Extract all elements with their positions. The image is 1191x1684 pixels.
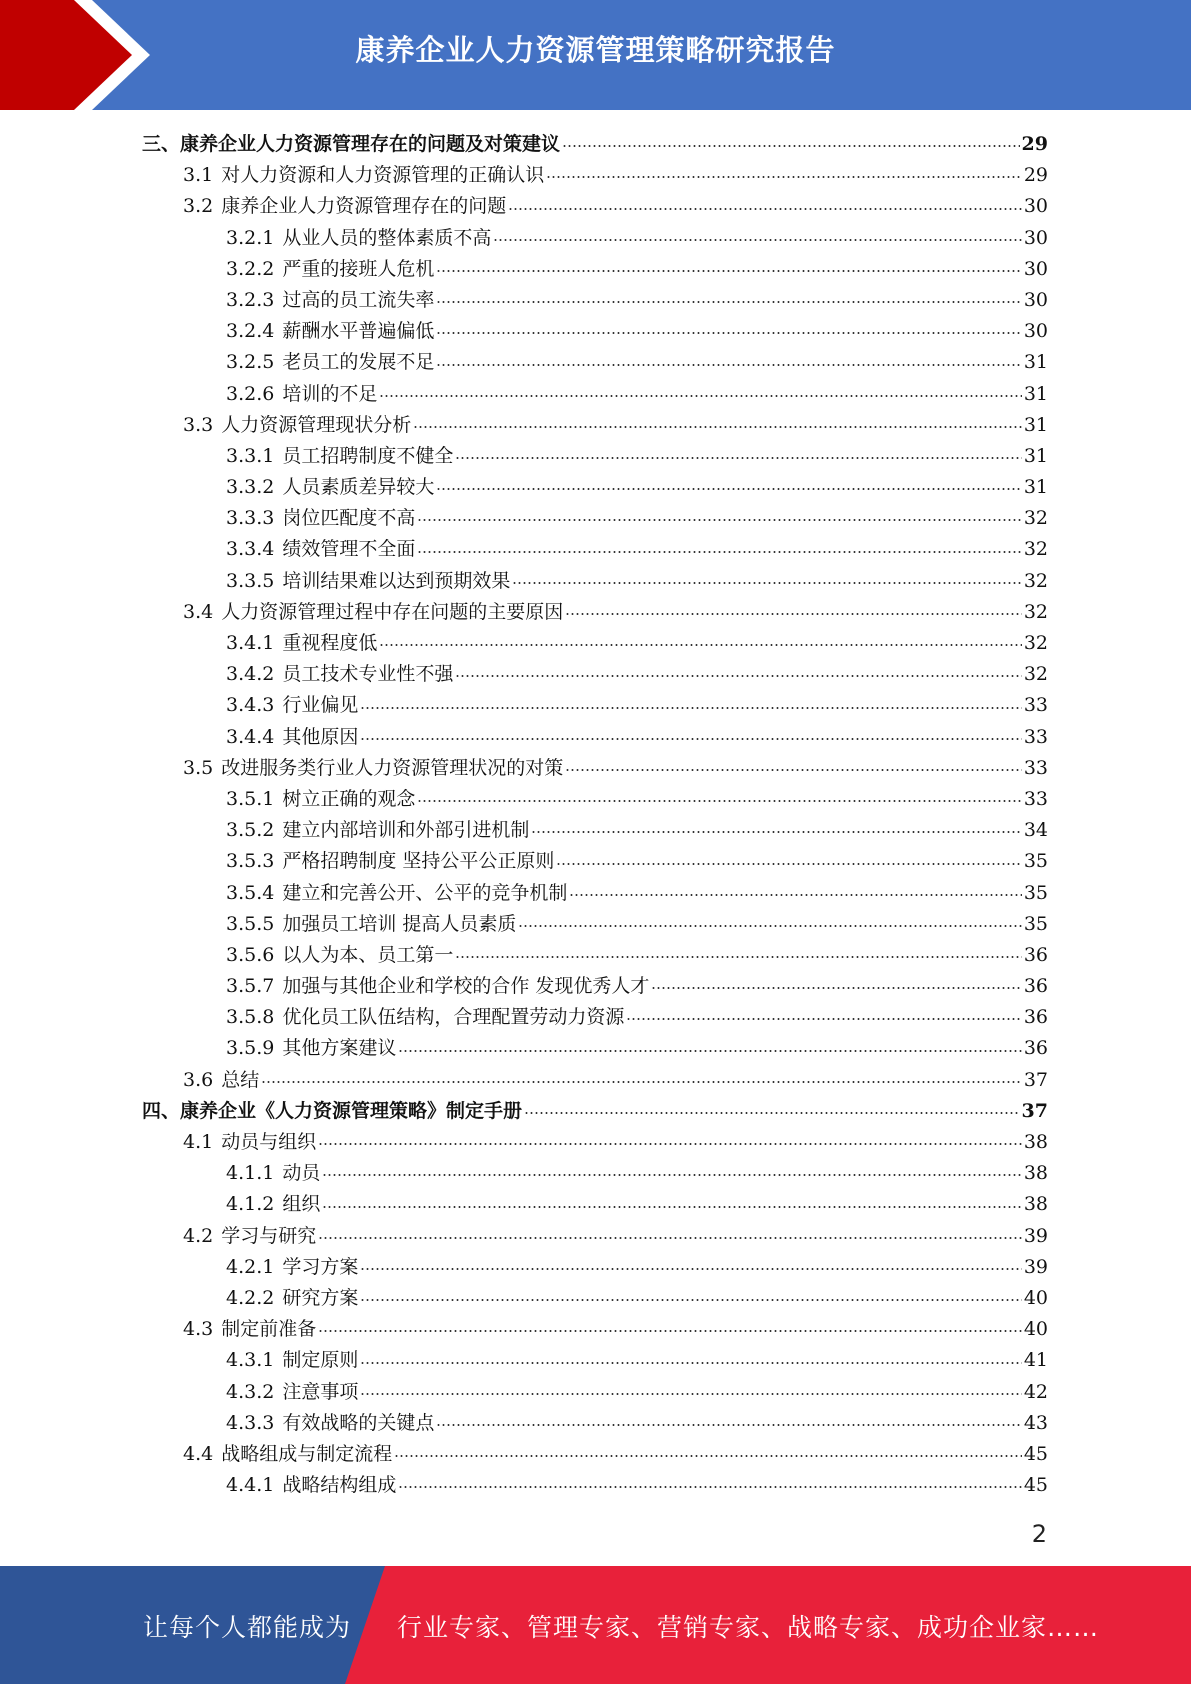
toc-entry[interactable] bbox=[142, 1345, 1048, 1376]
toc-entry[interactable] bbox=[142, 753, 1048, 784]
toc-entry-number: 4.2.2 bbox=[226, 1286, 275, 1309]
toc-entry-page: 32 bbox=[1023, 569, 1048, 592]
toc-entry[interactable] bbox=[142, 1377, 1048, 1408]
toc-entry[interactable] bbox=[142, 1283, 1048, 1314]
toc-entry-title: 老员工的发展不足 bbox=[282, 351, 435, 374]
toc-entry[interactable] bbox=[142, 129, 1048, 160]
toc-dot-leader bbox=[417, 800, 1021, 802]
toc-entry-page: 33 bbox=[1023, 787, 1048, 810]
toc-entry-title: 有效战略的关键点 bbox=[282, 1411, 435, 1434]
toc-entry[interactable] bbox=[142, 1158, 1048, 1189]
toc-dot-leader bbox=[379, 644, 1021, 646]
toc-entry-number: 3.2.1 bbox=[226, 226, 275, 249]
toc-entry[interactable] bbox=[142, 971, 1048, 1002]
toc-dot-leader bbox=[562, 145, 1020, 147]
toc-entry-title: 改进服务类行业人力资源管理状况的对策 bbox=[221, 756, 564, 779]
toc-dot-leader bbox=[493, 239, 1021, 241]
toc-dot-leader bbox=[565, 613, 1022, 615]
toc-entry-page: 38 bbox=[1023, 1193, 1048, 1216]
footer-slogan-right: 行业专家、管理专家、营销专家、战略专家、成功企业家…… bbox=[397, 1613, 1100, 1642]
page-number: 2 bbox=[1031, 1520, 1047, 1548]
toc-entry-title: 员工招聘制度不健全 bbox=[282, 444, 454, 467]
toc-entry-page: 37 bbox=[1021, 1099, 1048, 1122]
toc-dot-leader bbox=[413, 426, 1022, 428]
toc-dot-leader bbox=[524, 1112, 1020, 1114]
toc-entry[interactable] bbox=[142, 815, 1048, 846]
toc-dot-leader bbox=[455, 956, 1021, 958]
toc-entry[interactable] bbox=[142, 659, 1048, 690]
toc-dot-leader bbox=[360, 1362, 1021, 1364]
toc-entry-page: 34 bbox=[1023, 819, 1048, 842]
toc-entry-number: 4.2.1 bbox=[226, 1255, 275, 1278]
toc-entry-title: 重视程度低 bbox=[282, 632, 378, 654]
toc-entry-title: 行业偏见 bbox=[282, 694, 359, 717]
toc-dot-leader bbox=[360, 1393, 1021, 1395]
toc-entry-page: 32 bbox=[1023, 663, 1048, 686]
toc-entry[interactable] bbox=[142, 1002, 1048, 1033]
toc-entry-number: 4.3.2 bbox=[226, 1380, 275, 1403]
toc-entry-title: 康养企业人力资源管理存在的问题及对策建议 bbox=[180, 133, 561, 155]
toc-entry-title: 注意事项 bbox=[282, 1380, 359, 1403]
toc-entry[interactable] bbox=[142, 191, 1048, 222]
toc-entry-title: 总结 bbox=[221, 1068, 260, 1091]
toc-entry-page: 31 bbox=[1023, 382, 1048, 405]
toc-entry-page: 42 bbox=[1023, 1380, 1048, 1403]
toc-entry-page: 33 bbox=[1023, 756, 1048, 779]
toc-dot-leader bbox=[360, 1299, 1021, 1301]
toc-entry-page: 36 bbox=[1023, 943, 1048, 966]
toc-entry-page: 45 bbox=[1023, 1442, 1048, 1465]
toc-dot-leader bbox=[417, 519, 1021, 521]
toc-dot-leader bbox=[436, 332, 1021, 334]
toc-entry-title: 严格招聘制度 坚持公平公正原则 bbox=[282, 850, 555, 873]
toc-entry[interactable] bbox=[142, 909, 1048, 940]
toc-entry-page: 31 bbox=[1023, 444, 1048, 467]
toc-entry-title: 建立和完善公开、公平的竞争机制 bbox=[282, 881, 568, 904]
toc-entry-number: 3.5 bbox=[183, 756, 214, 779]
toc-entry-title: 员工技术专业性不强 bbox=[282, 663, 454, 686]
toc-entry-title: 学习方案 bbox=[282, 1255, 359, 1278]
toc-entry-page: 36 bbox=[1023, 975, 1048, 998]
toc-entry-page: 39 bbox=[1023, 1255, 1048, 1278]
toc-entry-number: 3.2.5 bbox=[226, 351, 275, 374]
toc-entry-page: 32 bbox=[1023, 632, 1048, 654]
document-header bbox=[0, 0, 1191, 110]
toc-entry-number: 4.1.2 bbox=[226, 1193, 275, 1216]
toc-entry-title: 战略组成与制定流程 bbox=[221, 1442, 393, 1465]
toc-entry[interactable] bbox=[142, 254, 1048, 285]
toc-entry[interactable] bbox=[142, 628, 1048, 659]
toc-entry-title: 对人力资源和人力资源管理的正确认识 bbox=[221, 164, 545, 187]
toc-entry[interactable] bbox=[142, 1470, 1048, 1501]
toc-entry-number: 4.4 bbox=[183, 1442, 214, 1465]
toc-entry-title: 加强与其他企业和学校的合作 发现优秀人才 bbox=[282, 975, 650, 998]
toc-entry-number: 3.2.6 bbox=[226, 382, 275, 405]
toc-dot-leader bbox=[512, 582, 1021, 584]
toc-entry-title: 其他原因 bbox=[282, 725, 359, 748]
toc-entry[interactable] bbox=[142, 1127, 1048, 1158]
toc-entry-title: 严重的接班人危机 bbox=[282, 257, 435, 280]
toc-entry-number: 3.5.1 bbox=[226, 787, 275, 810]
toc-entry-number: 3.3.2 bbox=[226, 476, 275, 499]
toc-entry-page: 40 bbox=[1023, 1286, 1048, 1309]
toc-entry-number: 4.2 bbox=[183, 1224, 214, 1247]
toc-entry-page: 35 bbox=[1023, 912, 1048, 935]
toc-entry[interactable] bbox=[142, 1065, 1048, 1096]
toc-entry-page: 30 bbox=[1023, 320, 1048, 343]
toc-dot-leader bbox=[455, 675, 1021, 677]
toc-entry-number: 3.6 bbox=[183, 1068, 214, 1091]
toc-dot-leader bbox=[651, 987, 1021, 989]
toc-entry-page: 43 bbox=[1023, 1411, 1048, 1434]
toc-entry-title: 动员与组织 bbox=[221, 1131, 317, 1153]
toc-entry[interactable] bbox=[142, 1221, 1048, 1252]
footer-slogan-left: 让每个人都能成为 bbox=[143, 1613, 352, 1642]
toc-entry-title: 其他方案建议 bbox=[282, 1037, 397, 1060]
toc-entry-title: 康养企业人力资源管理存在的问题 bbox=[221, 195, 507, 218]
toc-entry-number: 3.4 bbox=[183, 600, 214, 623]
toc-entry-page: 38 bbox=[1023, 1162, 1048, 1185]
toc-entry[interactable] bbox=[142, 722, 1048, 753]
toc-entry[interactable] bbox=[142, 534, 1048, 565]
toc-dot-leader bbox=[379, 395, 1021, 397]
toc-entry-number: 4.4.1 bbox=[226, 1474, 275, 1497]
toc-dot-leader bbox=[318, 1143, 1022, 1145]
toc-entry-page: 33 bbox=[1023, 694, 1048, 717]
toc-entry-title: 以人为本、员工第一 bbox=[282, 943, 454, 966]
toc-entry-page: 29 bbox=[1023, 164, 1048, 187]
toc-entry-title: 人力资源管理现状分析 bbox=[221, 413, 412, 436]
toc-entry-title: 绩效管理不全面 bbox=[282, 538, 416, 561]
toc-entry-page: 35 bbox=[1023, 850, 1048, 873]
toc-dot-leader bbox=[261, 1081, 1022, 1083]
toc-entry-page: 38 bbox=[1023, 1131, 1048, 1153]
toc-entry-page: 41 bbox=[1023, 1349, 1048, 1372]
toc-dot-leader bbox=[322, 1174, 1021, 1176]
toc-entry-page: 35 bbox=[1023, 881, 1048, 904]
toc-dot-leader bbox=[436, 301, 1021, 303]
toc-dot-leader bbox=[626, 1018, 1021, 1020]
toc-entry-title: 加强员工培训 提高人员素质 bbox=[282, 912, 517, 935]
toc-entry[interactable] bbox=[142, 223, 1048, 254]
toc-entry-page: 31 bbox=[1023, 476, 1048, 499]
toc-entry-title: 建立内部培训和外部引进机制 bbox=[282, 819, 530, 842]
toc-dot-leader bbox=[398, 1050, 1021, 1052]
toc-dot-leader bbox=[436, 364, 1021, 366]
toc-entry-number: 3.5.5 bbox=[226, 912, 275, 935]
toc-entry-title: 培训结果难以达到预期效果 bbox=[282, 569, 511, 592]
toc-entry-number: 3.3 bbox=[183, 413, 214, 436]
toc-entry-page: 36 bbox=[1023, 1037, 1048, 1060]
toc-dot-leader bbox=[518, 925, 1021, 927]
toc-entry[interactable] bbox=[142, 784, 1048, 815]
toc-entry-number: 3.2.4 bbox=[226, 320, 275, 343]
document-title: 康养企业人力资源管理策略研究报告 bbox=[355, 33, 836, 67]
toc-entry-number: 3.5.7 bbox=[226, 975, 275, 998]
toc-dot-leader bbox=[436, 488, 1021, 490]
toc-entry[interactable] bbox=[142, 1314, 1048, 1345]
toc-entry[interactable] bbox=[142, 410, 1048, 441]
toc-entry-title: 康养企业《人力资源管理策略》制定手册 bbox=[180, 1099, 523, 1122]
toc-entry-title: 组织 bbox=[282, 1193, 321, 1216]
toc-entry-title: 学习与研究 bbox=[221, 1224, 317, 1247]
toc-entry-title: 制定原则 bbox=[282, 1349, 359, 1372]
toc-entry[interactable] bbox=[142, 597, 1048, 628]
toc-entry-number: 3.4.1 bbox=[226, 632, 275, 654]
toc-entry-number: 3.5.4 bbox=[226, 881, 275, 904]
toc-dot-leader bbox=[398, 1486, 1021, 1488]
toc-entry[interactable] bbox=[142, 379, 1048, 410]
toc-entry-title: 岗位匹配度不高 bbox=[282, 507, 416, 530]
toc-entry-title: 研究方案 bbox=[282, 1286, 359, 1309]
table-of-contents bbox=[142, 129, 1048, 1501]
toc-entry-title: 优化员工队伍结构，合理配置劳动力资源 bbox=[282, 1006, 625, 1029]
toc-entry-number: 3.1 bbox=[183, 164, 214, 187]
toc-entry-number: 3.2.2 bbox=[226, 257, 275, 280]
toc-entry-page: 30 bbox=[1023, 226, 1048, 249]
toc-entry[interactable] bbox=[142, 1252, 1048, 1283]
toc-dot-leader bbox=[360, 1268, 1021, 1270]
toc-dot-leader bbox=[394, 1455, 1022, 1457]
toc-entry[interactable] bbox=[142, 316, 1048, 347]
toc-entry-page: 32 bbox=[1023, 507, 1048, 530]
toc-entry-page: 37 bbox=[1023, 1068, 1048, 1091]
toc-entry-page: 45 bbox=[1023, 1474, 1048, 1497]
toc-dot-leader bbox=[318, 1330, 1022, 1332]
toc-dot-leader bbox=[436, 270, 1021, 272]
toc-entry-number: 3.3.3 bbox=[226, 507, 275, 530]
toc-entry-number: 4.3.1 bbox=[226, 1349, 275, 1372]
toc-entry-title: 薪酬水平普遍偏低 bbox=[282, 320, 435, 343]
toc-entry-page: 31 bbox=[1023, 351, 1048, 374]
toc-entry[interactable] bbox=[142, 566, 1048, 597]
toc-entry[interactable] bbox=[142, 1408, 1048, 1439]
toc-dot-leader bbox=[546, 176, 1022, 178]
toc-entry-number: 3.5.6 bbox=[226, 943, 275, 966]
toc-entry-title: 培训的不足 bbox=[282, 382, 378, 405]
toc-entry-page: 30 bbox=[1023, 257, 1048, 280]
toc-entry[interactable] bbox=[142, 690, 1048, 721]
toc-entry-number: 四、 bbox=[142, 1099, 181, 1122]
toc-entry[interactable] bbox=[142, 160, 1048, 191]
toc-entry-number: 4.3 bbox=[183, 1318, 214, 1341]
toc-entry-number: 3.4.2 bbox=[226, 663, 275, 686]
toc-entry[interactable] bbox=[142, 1096, 1048, 1127]
toc-entry[interactable] bbox=[142, 503, 1048, 534]
document-footer bbox=[0, 1566, 1191, 1684]
toc-entry[interactable] bbox=[142, 1439, 1048, 1470]
toc-entry[interactable] bbox=[142, 285, 1048, 316]
toc-entry-title: 人员素质差异较大 bbox=[282, 476, 435, 499]
toc-dot-leader bbox=[508, 208, 1022, 210]
toc-dot-leader bbox=[565, 769, 1022, 771]
toc-entry-page: 33 bbox=[1023, 725, 1048, 748]
toc-entry-title: 过高的员工流失率 bbox=[282, 288, 435, 311]
toc-entry-page: 30 bbox=[1023, 288, 1048, 311]
toc-entry-page: 39 bbox=[1023, 1224, 1048, 1247]
toc-entry-number: 4.1 bbox=[183, 1131, 214, 1153]
toc-entry-number: 3.5.3 bbox=[226, 850, 275, 873]
toc-entry-number: 3.3.1 bbox=[226, 444, 275, 467]
toc-entry[interactable] bbox=[142, 441, 1048, 472]
toc-entry-page: 40 bbox=[1023, 1318, 1048, 1341]
toc-dot-leader bbox=[322, 1206, 1021, 1208]
toc-entry[interactable] bbox=[142, 1033, 1048, 1064]
toc-dot-leader bbox=[360, 707, 1021, 709]
toc-entry-number: 3.4.4 bbox=[226, 725, 275, 748]
toc-entry-number: 3.2 bbox=[183, 195, 214, 218]
toc-entry-title: 人力资源管理过程中存在问题的主要原因 bbox=[221, 600, 564, 623]
toc-entry[interactable] bbox=[142, 940, 1048, 971]
toc-entry-number: 三、 bbox=[142, 133, 181, 155]
toc-entry-number: 3.5.9 bbox=[226, 1037, 275, 1060]
toc-entry-number: 3.5.8 bbox=[226, 1006, 275, 1029]
toc-entry-number: 3.3.5 bbox=[226, 569, 275, 592]
toc-entry[interactable] bbox=[142, 846, 1048, 877]
toc-entry-title: 战略结构组成 bbox=[282, 1474, 397, 1497]
toc-entry-number: 3.5.2 bbox=[226, 819, 275, 842]
toc-entry-title: 树立正确的观念 bbox=[282, 787, 416, 810]
toc-entry-number: 4.3.3 bbox=[226, 1411, 275, 1434]
toc-dot-leader bbox=[569, 894, 1021, 896]
toc-entry-page: 29 bbox=[1021, 133, 1048, 155]
toc-entry-title: 动员 bbox=[282, 1162, 321, 1185]
toc-entry-page: 31 bbox=[1023, 413, 1048, 436]
toc-entry[interactable] bbox=[142, 878, 1048, 909]
toc-entry-page: 32 bbox=[1023, 600, 1048, 623]
toc-entry-page: 36 bbox=[1023, 1006, 1048, 1029]
toc-dot-leader bbox=[436, 1424, 1021, 1426]
toc-entry-number: 3.2.3 bbox=[226, 288, 275, 311]
toc-entry[interactable] bbox=[142, 347, 1048, 378]
toc-dot-leader bbox=[318, 1237, 1022, 1239]
toc-dot-leader bbox=[455, 457, 1021, 459]
toc-entry-number: 3.4.3 bbox=[226, 694, 275, 717]
toc-dot-leader bbox=[556, 863, 1021, 865]
toc-entry-title: 制定前准备 bbox=[221, 1318, 317, 1341]
toc-entry-title: 从业人员的整体素质不高 bbox=[282, 226, 492, 249]
toc-entry[interactable] bbox=[142, 472, 1048, 503]
toc-dot-leader bbox=[417, 551, 1021, 553]
toc-entry-number: 3.3.4 bbox=[226, 538, 275, 561]
toc-dot-leader bbox=[360, 738, 1021, 740]
toc-entry-page: 30 bbox=[1023, 195, 1048, 218]
toc-entry-number: 4.1.1 bbox=[226, 1162, 275, 1185]
toc-entry-page: 32 bbox=[1023, 538, 1048, 561]
toc-entry[interactable] bbox=[142, 1189, 1048, 1220]
toc-dot-leader bbox=[531, 831, 1021, 833]
